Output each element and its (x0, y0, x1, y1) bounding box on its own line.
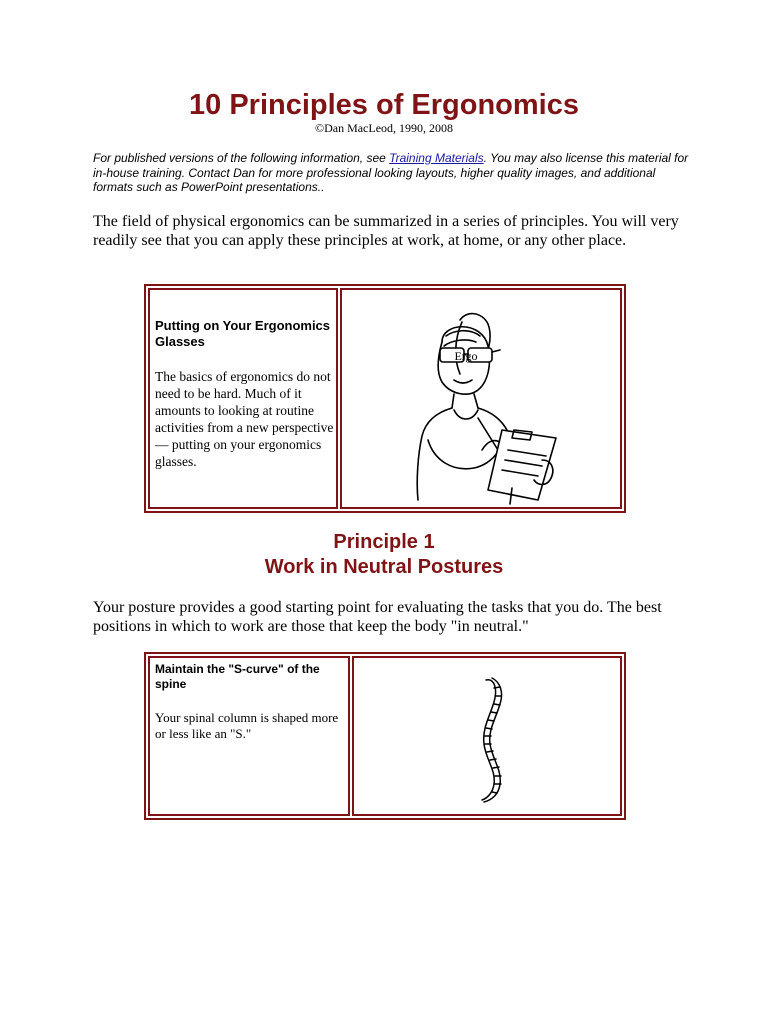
glasses-text: The basics of ergonomics do not need to be hard. Much of it amounts to looking at routine activities from a new perspective — putting on your ergonomics glasses. (155, 369, 334, 469)
principle-heading (0, 530, 768, 580)
spine-s-curve-illustration (354, 658, 622, 818)
training-materials-link[interactable]: Training Materials (389, 151, 484, 165)
note-suffix: . You may also license this material for in-house training. Contact Dan for more professional looking layouts, higher quality images, and additional formats such as PowerPoint presentations.. (93, 151, 689, 194)
licensing-note (93, 151, 693, 195)
glasses-heading: Putting on Your Ergonomics Glasses (155, 318, 331, 349)
note-prefix: For published versions of the following information, see (93, 151, 390, 165)
woman-with-ergo-glasses-illustration (342, 290, 622, 511)
ergo-glasses-label: Ergo (454, 349, 478, 363)
page-title: 10 Principles of Ergonomics (189, 89, 579, 121)
principle-number: Principle 1 (333, 531, 435, 553)
spine-panel (144, 652, 626, 820)
principle-name: Work in Neutral Postures (264, 556, 504, 578)
spine-text-cell (148, 656, 350, 816)
spine-image-cell (352, 656, 622, 816)
glasses-panel (144, 284, 626, 513)
posture-paragraph: Your posture provides a good starting point for evaluating the tasks that you do. The best positions in which to work are those that keep the body "in neutral." (93, 599, 662, 635)
intro-paragraph: The field of physical ergonomics can be summarized in a series of principles. You will very readily see that you can apply these principles at work, at home, or any other place. (93, 213, 679, 249)
spine-text: Your spinal column is shaped more or less like an "S." (155, 710, 339, 741)
glasses-text-cell (148, 288, 338, 509)
glasses-image-cell (340, 288, 622, 509)
spine-heading: Maintain the "S-curve" of the spine (155, 662, 320, 691)
copyright-line: ©Dan MacLeod, 1990, 2008 (314, 121, 454, 135)
